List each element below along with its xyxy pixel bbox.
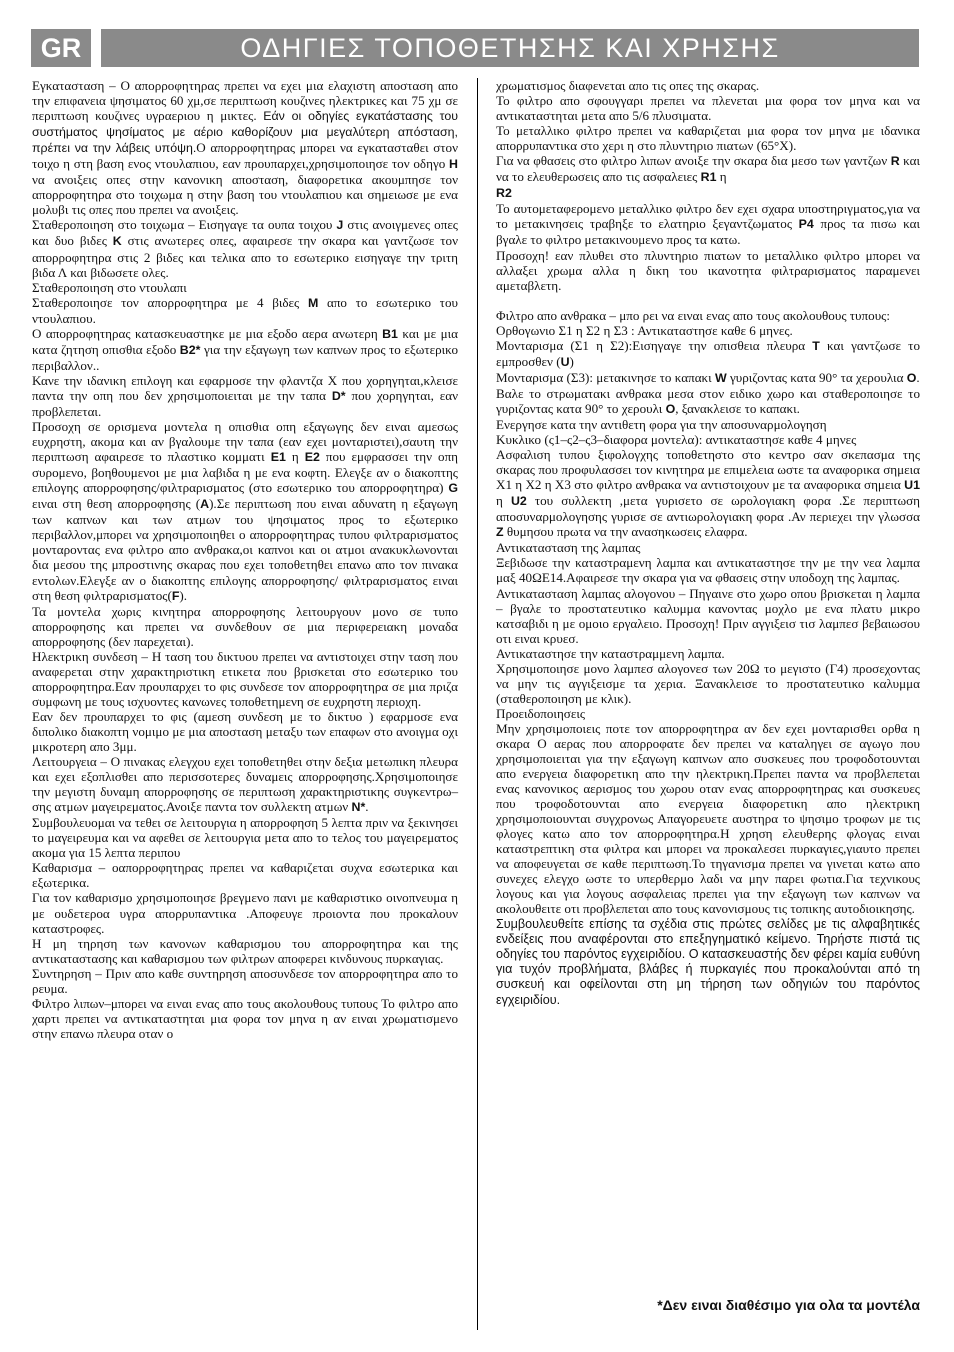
paragraph-wall-fixing: Σταθεροποιηση στο τοιχωμα – Εισηγαγε τα ουπα τοιχου J στις ανοιγμενες οπες και δυο βιδες K στις ανωτερες οπες, αφαιρεσε την σκαρα και γαντζωσε τον απορροφητηρα στις 2 βιδες και τελικα απο το εσωτερικο εισηγαγε την τριτη βιδα Λ και βιδωσετε ολες. (32, 217, 458, 280)
paragraph-consult-drawings: Συμβουλευθείτε επίσης τα σχέδια στις πρώτες σελίδες με τις αλφαβητικές ενδείξεις που αναφέρονται στο επεξηγηματικό κείμενο. Τηρήστε πιστά τις οδηγίες του παρόντος εγχειριδίου. Ο κατασκευαστής δεν φέρει καμία ευθύνη για τυχόν προβλήματα, βλάβες ή πυρκαγιές που προκαλούνται από τη συσκευή και οφείλονται στη μη τήρηση των οδηγιών του παρόντος εγχειριδίου. (496, 916, 920, 1007)
paragraph-mounting-s3: Μονταρισμα (Σ3): μετακινησε το καπακι W γυριζοντας κατα 90° τα χερουλια O. (496, 369, 920, 385)
paragraph-dishwasher-warning: Προσοχη! εαν πλυθει στο πλυντηριο πιατων το μεταλλικο φιλτρο μπορει να αλλαξει χρωμα αλλα η δικη του ικανοτητα φιλτραρισματος παραμενει αμεταβλετη. (496, 247, 920, 293)
paragraph-flange: Κανε την ιδανικη επιλογη και εφαρμοσε την φλαντζα Χ που χορηγηται,κλεισε παντα την οπη που δεν χρησιμοποιειται με την ταπα D* που χορηγηται, εαν προβλεπεται. (32, 372, 458, 419)
paragraph-carbon-mat: Βαλε το στρωματακι ανθρακα μεσα στον ειδικο χωρο και σταθεροποιησε το γυριζοντας κατα 90° το χερουλι O, ξανακλεισε το καπακι. (496, 385, 920, 416)
paragraph-grease-filter: Φιλτρο λιπων–μπορει να ειναι ενας απο τους ακολουθους τυπους Το φιλτρο απο χαρτι πρεπει να αντικαταστηται μια φορα τον μηνα η αν ειναι χρωματισμενο στην επανω πλευρα οταν ο (32, 995, 458, 1041)
paragraph-mounting-s1s2: Μονταρισμα (Σ1 η Σ2):Εισηγαγε την οπισθεια πλευρα T και γαντζωσε το εμπροσθεν (U) (496, 337, 920, 369)
heading-cabinet-fixing: Σταθεροποιηση στο ντουλαπι (32, 279, 187, 295)
paragraph-rear-outlet: Προσοχη σε ορισμενα μοντελα η οπισθια οπη εξαγωγης δεν ειναι αμεσως ευχρηστη, ακομα και αν βγαλουμε την ταπα (εαν εχει μονταριστει),σαυτη την περιπτωση αφαιρεσε το πλαστικο κομματι E1 η E2 που εμφρασσει την οπη συρομενο, βοηθουμενοι με μια λαβιδα η με ενα κοφτη. Ελεγξε αν ο διακοπτης επιλογης απορροφησης/φιλτραρισματος (στο εσωτερικο του απορροφητηρα) G ειναι στη θεση απορροφησης (A).Σε περιπτωση που ειναι αδυνατη η εξαγωγη των καπνων και των ατμων του ψησιματος προς το εξωτερικο περιβαλλον,μπορει να χρησιμοποιηθει ο απορροφητηρας τυπου φιλτραρισματος μονταροντας ενα φιλτρο απο ανθρακα,οι καπνοι και οι ατμοι ανακυκλωνονται δια μεσου της μπροστινης σκαρας που εχει τοποθετηθει επανω απο τον πινακα εντολων.Ελεγξε αν ο διακοπτης επιλογης απορροφησης/ φιλτραρισματος ειναι στη θεση φιλτραρισματος(F). (32, 419, 459, 603)
availability-footnote: *Δεν ειναι διαθέσιμο για ολα τα μοντέλα (657, 1297, 920, 1313)
paragraph-no-motor: Τα μοντελα χωρις κινητηρα απορροφησης λειτουργουν μονο σε τυπο απορροφησης και πρεπει να συνδεθουν σε μια περιφερειακη μοναδα απορροφησης (δεν παρεχεται). (32, 603, 458, 649)
paragraph-cabinet-fixing: Σταθεροποιησε τον απορροφητηρα με 4 βιδες M απο το εσωτερικο του ντουλαπιου. (32, 294, 458, 326)
paragraph-air-outlets: Ο απορροφητηρας κατασκευαστηκε με μια εξοδο αερα ανωτερη B1 και με μια κατα ζητηση οπισθια εξοδο B2* για την εξαγωγη των καπνων προς το εξωτερικο περιβαλλον.. (32, 325, 458, 373)
paragraph-metal-filter: Το μεταλλικο φιλτρο πρεπει να καθαριζεται μια φορα τον μηνα με ιδανικα απορρυπαντικα στο χερι η στο πλυντηριο πιατων (65°Χ). (496, 123, 920, 154)
paragraph-halogen: Αντικατασταση λαμπας αλογονου – Πηγαινε στο χωρο οπου βρισκεται η λαμπα – βγαλε το προστατευτικο καλυμμα κανοντας μοχλο με ενα πλατυ μικρο κατσαβιδι η με ομοιο εργαλειο. Προσοχη! Πριν αγγιξεισ τισ λαμπεσ βεβαιωσου οτι ειναι κρυεσ. (496, 585, 920, 646)
page-header (31, 29, 919, 67)
paragraph-maintenance: Συντηρηση – Πριν απο καθε συντηρηση αποσυνδεσε τον απορροφητηρα απο το ρευμα. (32, 965, 458, 996)
paragraph-lamp: Ξεβιδωσε την καταστραμενη λαμπα και αντικαταστησε την με την νεα λαμπα μαξ 40ΩΕ14.Αφαιρεσε την σκαρα για να φθασεις στην υποδοχη της λαμπας. (496, 555, 920, 586)
paragraph-cleaning: Καθαρισμα – οαπορροφητηρας πρεπει να καθαριζεται συχνα εσωτερικα και εξωτερικα. (32, 860, 458, 891)
paragraph-filter-access: Για να φθασεις στο φιλτρο λιπων ανοιξε την σκαρα δια μεσο των γαντζων R και να το ελευθερωσεις απο τις ασφαλειες R1 η R2 (496, 153, 921, 201)
paragraph-fire-risk: Η μη τηρηση των κανονων καθαρισμου του απορροφητηρα και της αντικαταστασης και καθαρισμου των φιλτρων αποφερει κινδυνους πυρκαγιας. (32, 935, 458, 966)
left-column (32, 78, 458, 1041)
paragraph-advice: Συμβουλευομαι να τεθει σε λειτουργια η απορροφηση 5 λεπτα πριν να ξεκινησει το μαγειρευμα και να αφεθει σε λειτουργια μετα απο το τελος του μαγειρεματος ακομα για 15 λεπτα περιπου (32, 815, 458, 861)
heading-warnings: Προειδοποιησεις (496, 705, 586, 721)
paragraph-halogen-spec: Χρησιμοποιησε μονο λαμπεσ αλογονεσ των 20Ω το μεγιστο (Γ4) προσεχοντας να μην τις αγγιξεισμε τα χερια. Ξανακλεισε το προστατευτικο καλυμμα (σταθεροποιηση με κλικ). (496, 660, 920, 706)
paragraph-rectangular: Ορθογωνιο Σ1 η Σ2 η Σ3 : Αντικαταστησε καθε 6 μηνες. (496, 322, 793, 338)
paragraph-disassembly: Ενεργησε κατα την αντιθετη φορα για την αποσυναρμολογηση (496, 416, 827, 432)
column-divider (477, 78, 478, 1330)
paragraph-circular: Κυκλικο (ς1–ς2–ς3–διαφορα μοντελα): αντικαταστησε καθε 4 μηνες (496, 432, 857, 448)
language-badge: GR (31, 29, 91, 67)
paragraph-installation: Εγκατασταση – Ο απορροφητηρας πρεπει να εχει μια ελαχιστη αποσταση απο την επιφανεια ψησιματος 60 χμ,σε περιπτωση κουζινες ηλεκτρικες και 75 χμ σε περιπτωση κουζινες υγραεριου η μικτες. Εάν οι οδηγίες εγκατάστασης του συστήματος ψησίματος με αέριο καθορίζουν μια μεγαλύτερη απόσταση, πρέπει να την λάβεις υπόψη.Ο απορροφητηρας μπορει να εγκατασταθει στον τοιχο η στη βαση ενος ντουλαπιου, εαν προυπαρχει,χρησιμοποιησε τον οδηγο H να ανοιξεις οπες στην κανονικη αποσταση, διαφορετικα ακουμπησε τον απορροφητηρα στο τοιχωμα η στην βαση του ντουλαπιου και σημειωσε με ενα μολυβι τις οπες που πρεπει να ανοιξεις. (32, 78, 458, 218)
heading-lamp-replacement: Αντικατασταση της λαμπας (496, 540, 641, 556)
paragraph-warnings: Μην χρησιμοποιεις ποτε τον απορροφητηρα αν δεν εχει μονταρισθει ορθα η σκαρα Ο αερας που απορροφατε δεν πρεπει να καταληγει σε αγωγο που χρησιμοποιειται για την εξαγωγη καπνων απο συσκευες που τροφοδοτουνται απο ενεργεια διαφορετικη απο την ηλεκτρικη.Πρεπει παντα να προβλεπεται ενας κανονικος αερισμος του χωρου οταν ενας απορροφητηρας και συσκευες που τροφοδοτουνται απο ενεργεια διαφορετικη απο ηλεκτρικη χρησιμοποιουνται συγχρονως Απαγορευετε αυστηρα το ψησιμο τροφων με τις φλογες κατω απο τον απορροφητηρα.Η χρηση ελευθερης φλογας ειναι καταστρεπτικη στα φιλτρα και μπορει να προκαλεσει πυρκαγιες,γιαυτο πρεπει να αποφευγεται σε καθε περιπτωση.Το τηγανισμα πρεπει να γινεται κατω απο συνεχες ελεγχο ωστε το υπερθερμο λαδι να μην παρει φωτια.Για τεχνικους λογους και για λογους ασφαλειας πρεπει για την εξαγωγη των καπνων να ακολουθειτε οτι προβλεπεται απο τους κανονισμους τις τοπικης αυτοδιοικησης. (496, 720, 920, 917)
paragraph-no-plug: Εαν δεν προυπαρχει το φις (αμεση συνδεση με το δικτυο ) εφαρμοσε ενα διπολικο διακοπτη νομιμο με μια αποσταση μεταξυ των επαφων στο ανοιγμα οχι μικροτερη απο 3μμ. (32, 708, 458, 755)
paragraph-filter-color: χρωματισμος διαφενεται απο τις οπες της σκαρας. (496, 78, 760, 93)
paragraph-operation: Λειτουργεια – Ο πινακας ελεγχου εχει τοποθετηθει στην δεξια μετωπικη πλευρα και εχει εξοπλισθει απο περισσοτερες δυναμεις απορροφησης.Χρησιμοποιησε την μεγιστη δυναμη απορροφησης σε περιπτωση χαρακτηριστικης συγκεντρω– σης ατμων μαγειρεματος.Ανοιξε παντα τον συλλεκτη ατμων N*. (32, 754, 458, 815)
paragraph-cleaning-method: Για τον καθαρισμο χρησιμοποιησε βρεγμενο πανι με καθαριστικο οινοπνευμα η με ουδετεροα υγρα απορρυπαντικα .Αποφευγε προιοντα που προκαλουν καταστροφες. (32, 890, 458, 936)
paragraph-bayonet: Ασφαλιση τυπου ξιφολογχης τοποθετηστο στο κεντρο σαν σκεπασμα της σκαρας που προφυλασσει τον κινητηρα με επιμελεια ωστε τα αναφορικα σημεια Χ1 η Χ2 η Χ3 στο φιλτρο ανθρακα να αντιστοιχουν με τα αναφορικα σημεια U1 η U2 του συλλεκτη ,μετα γυρισετο σε ωρολογιακη φορα .Σε περιπτωση αποσυναρμολογησης γυρισε σε αντιωρολογιακη φορα .Αν περιεχει την γλωσσα Z θυμησου πρωτα να την ανασηκωσεις ελαφρα. (496, 447, 920, 540)
paragraph-replace-lamp: Αντικαταστησε την καταστραμμενη λαμπα. (496, 645, 725, 661)
paragraph-electrical: Ηλεκτρικη συνδεση – Η ταση του δικτυου πρεπει να αντιστοιχει στην ταση που αναφερεται στην χαρακτηριστικη ετικετα που βρισκεται στο εσωτερικο του απορροφητηρα.Εαν προυπαρχει το φις συνδεσε τον απορροφητηρα σε μια πριζα συμφωνη με τους ισχυοντες κανωνες τοποθετημενη σε ευχρηστη περιοχη. (32, 648, 458, 709)
paragraph-sponge-filter: Το φιλτρο απο σφουγγαρι πρεπει να πλενεται μια φορα τον μηνα και να αντικαταστηται μετα απο 5/6 πλυσιματα. (496, 93, 920, 124)
paragraph-self-moving-filter: Το αυτομεταφερομενο μεταλλικο φιλτρο δεν εχει σχαρα υποστηριγματος,για να το μετακινησεις τραβηξε το ελατηριο ξεγαντζωματος P4 προς τα πισω και βγαλε το φιλτρο μετακινουμενο προς τα κατω. (496, 201, 920, 248)
page-title: ΟΔΗΓΙΕΣ ΤΟΠΟΘΕΤΗΣΗΣ ΚΑΙ ΧΡΗΣΗΣ (101, 29, 919, 67)
right-column (496, 78, 920, 1008)
paragraph-carbon-filter: Φιλτρο απο ανθρακα – μπο ρει να ειναι ενας απο τους ακολουθους τυπους: (496, 307, 891, 323)
